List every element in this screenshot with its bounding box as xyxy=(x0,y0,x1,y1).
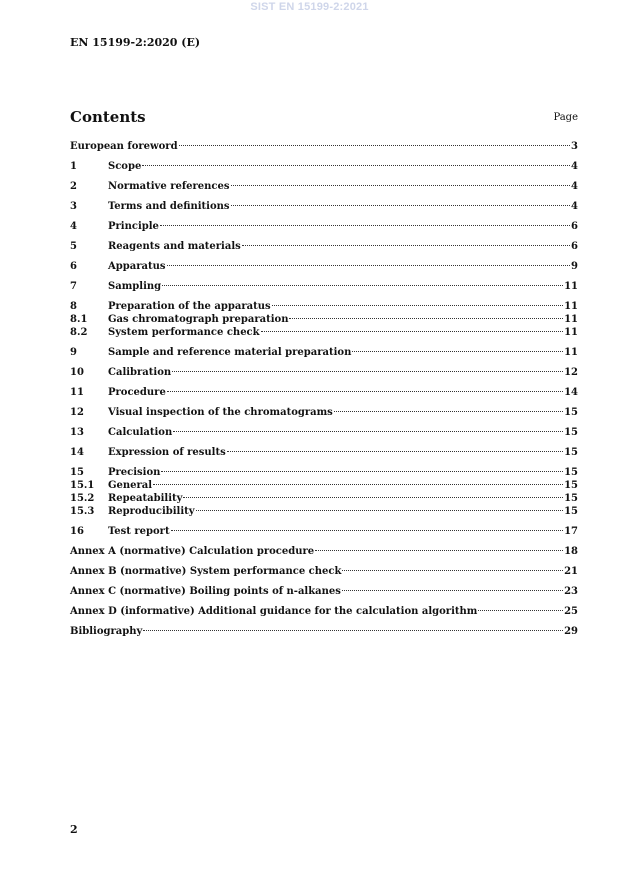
toc-entry[interactable] xyxy=(70,300,578,313)
toc-entry-number: 6 xyxy=(70,261,77,272)
page-number: 2 xyxy=(70,823,78,836)
toc-dot-leader xyxy=(242,245,570,246)
toc-entry-page: 11 xyxy=(564,301,578,312)
toc-entry[interactable] xyxy=(70,505,578,518)
toc-entry[interactable] xyxy=(70,260,578,273)
toc-entry-page: 14 xyxy=(564,387,578,398)
toc-entry-page: 15 xyxy=(564,506,578,517)
toc-entry-number: 11 xyxy=(70,387,84,398)
toc-entry[interactable] xyxy=(70,386,578,399)
toc-dot-leader xyxy=(162,285,563,286)
toc-entry-page: 4 xyxy=(571,161,578,172)
toc-entry-page: 21 xyxy=(564,566,578,577)
toc-entry-title: Preparation of the apparatus xyxy=(108,301,271,312)
toc-dot-leader xyxy=(173,431,563,432)
toc-entry[interactable] xyxy=(70,406,578,419)
toc-dot-leader xyxy=(160,225,570,226)
toc-entry-title: Repeatability xyxy=(108,493,183,504)
toc-entry-title: Test report xyxy=(108,526,170,537)
table-of-contents xyxy=(70,140,578,638)
toc-entry[interactable] xyxy=(70,492,578,505)
toc-entry[interactable] xyxy=(70,140,578,153)
toc-entry-page: 23 xyxy=(564,586,578,597)
toc-entry-number: 10 xyxy=(70,367,84,378)
toc-entry-number: 15 xyxy=(70,467,84,478)
toc-entry-number: 15.1 xyxy=(70,480,95,491)
toc-entry-number: 8.1 xyxy=(70,314,88,325)
toc-entry-number: 14 xyxy=(70,447,84,458)
toc-entry[interactable] xyxy=(70,479,578,492)
toc-entry-number: 9 xyxy=(70,347,77,358)
toc-entry-number: 8.2 xyxy=(70,327,88,338)
toc-entry-page: 18 xyxy=(564,546,578,557)
toc-entry-title: Expression of results xyxy=(108,447,226,458)
toc-entry[interactable] xyxy=(70,240,578,253)
watermark: SIST EN 15199-2:2021 xyxy=(250,1,369,13)
toc-dot-leader xyxy=(342,590,563,591)
toc-dot-leader xyxy=(272,305,563,306)
toc-entry-title: General xyxy=(108,480,153,491)
toc-entry[interactable] xyxy=(70,565,578,578)
toc-entry-title: Bibliography xyxy=(70,626,143,637)
toc-entry[interactable] xyxy=(70,160,578,173)
toc-dot-leader xyxy=(231,185,571,186)
toc-entry-page: 15 xyxy=(564,480,578,491)
toc-entry-title: Annex A (normative) Calculation procedure xyxy=(70,546,315,557)
toc-entry-title: European foreword xyxy=(70,141,178,152)
toc-entry-title: System performance check xyxy=(108,327,260,338)
toc-entry-page: 3 xyxy=(571,141,578,152)
toc-entry-page: 15 xyxy=(564,447,578,458)
toc-entry-number: 2 xyxy=(70,181,77,192)
toc-entry-number: 15.2 xyxy=(70,493,95,504)
toc-dot-leader xyxy=(231,205,571,206)
toc-entry-title: Annex B (normative) System performance check xyxy=(70,566,342,577)
page-column-label: Page xyxy=(553,112,578,123)
toc-dot-leader xyxy=(352,351,563,352)
toc-dot-leader xyxy=(183,497,563,498)
toc-entry[interactable] xyxy=(70,313,578,326)
toc-entry-page: 11 xyxy=(564,327,578,338)
toc-entry-title: Sample and reference material preparation xyxy=(108,347,352,358)
toc-entry-page: 15 xyxy=(564,493,578,504)
toc-entry-page: 4 xyxy=(571,181,578,192)
toc-entry-page: 15 xyxy=(564,467,578,478)
toc-dot-leader xyxy=(143,630,563,631)
toc-entry-page: 17 xyxy=(564,526,578,537)
toc-dot-leader xyxy=(342,570,563,571)
toc-entry[interactable] xyxy=(70,545,578,558)
toc-dot-leader xyxy=(196,510,564,511)
toc-entry-number: 16 xyxy=(70,526,84,537)
toc-entry-page: 25 xyxy=(564,606,578,617)
toc-dot-leader xyxy=(261,331,564,332)
toc-entry-number: 4 xyxy=(70,221,77,232)
toc-entry[interactable] xyxy=(70,446,578,459)
toc-entry-title: Terms and definitions xyxy=(108,201,230,212)
toc-entry-number: 15.3 xyxy=(70,506,95,517)
toc-dot-leader xyxy=(289,318,563,319)
toc-entry-number: 13 xyxy=(70,427,84,438)
toc-dot-leader xyxy=(167,265,571,266)
toc-dot-leader xyxy=(161,471,563,472)
toc-entry-page: 4 xyxy=(571,201,578,212)
toc-entry[interactable] xyxy=(70,366,578,379)
toc-entry-title: Annex D (informative) Additional guidance for the calculation algorithm xyxy=(70,606,478,617)
toc-entry-page: 11 xyxy=(564,281,578,292)
toc-entry[interactable] xyxy=(70,280,578,293)
toc-entry-title: Reagents and materials xyxy=(108,241,241,252)
toc-entry-page: 12 xyxy=(564,367,578,378)
toc-entry[interactable] xyxy=(70,625,578,638)
toc-entry-title: Gas chromatograph preparation xyxy=(108,314,289,325)
toc-entry-page: 29 xyxy=(564,626,578,637)
toc-entry-page: 6 xyxy=(571,221,578,232)
toc-entry[interactable] xyxy=(70,220,578,233)
toc-dot-leader xyxy=(334,411,563,412)
toc-dot-leader xyxy=(315,550,563,551)
toc-dot-leader xyxy=(179,145,570,146)
contents-title: Contents xyxy=(70,108,146,126)
toc-entry[interactable] xyxy=(70,346,578,359)
toc-entry-number: 7 xyxy=(70,281,77,292)
toc-entry[interactable] xyxy=(70,200,578,213)
toc-entry[interactable] xyxy=(70,326,578,339)
toc-entry-title: Normative references xyxy=(108,181,230,192)
toc-dot-leader xyxy=(153,484,563,485)
toc-entry-title: Reproducibility xyxy=(108,506,195,517)
toc-dot-leader xyxy=(172,371,563,372)
toc-entry-page: 9 xyxy=(571,261,578,272)
toc-entry-number: 5 xyxy=(70,241,77,252)
toc-entry-title: Procedure xyxy=(108,387,166,398)
toc-entry-number: 12 xyxy=(70,407,84,418)
toc-dot-leader xyxy=(167,391,563,392)
toc-entry-page: 11 xyxy=(564,347,578,358)
toc-entry[interactable] xyxy=(70,180,578,193)
toc-entry[interactable] xyxy=(70,605,578,618)
toc-entry-title: Apparatus xyxy=(108,261,166,272)
toc-entry[interactable] xyxy=(70,525,578,538)
toc-entry-title: Calibration xyxy=(108,367,172,378)
toc-dot-leader xyxy=(478,610,563,611)
toc-entry-title: Principle xyxy=(108,221,159,232)
toc-entry-title: Calculation xyxy=(108,427,173,438)
toc-entry-title: Scope xyxy=(108,161,142,172)
toc-entry-number: 8 xyxy=(70,301,77,312)
toc-entry[interactable] xyxy=(70,426,578,439)
toc-entry-page: 6 xyxy=(571,241,578,252)
toc-entry-page: 11 xyxy=(564,314,578,325)
document-id: EN 15199-2:2020 (E) xyxy=(70,36,201,49)
toc-dot-leader xyxy=(142,165,570,166)
toc-entry-number: 3 xyxy=(70,201,77,212)
toc-entry-title: Sampling xyxy=(108,281,162,292)
toc-entry[interactable] xyxy=(70,466,578,479)
toc-dot-leader xyxy=(171,530,564,531)
toc-dot-leader xyxy=(227,451,563,452)
toc-entry[interactable] xyxy=(70,585,578,598)
toc-entry-page: 15 xyxy=(564,427,578,438)
toc-entry-title: Visual inspection of the chromatograms xyxy=(108,407,333,418)
toc-entry-title: Precision xyxy=(108,467,161,478)
toc-entry-page: 15 xyxy=(564,407,578,418)
toc-entry-number: 1 xyxy=(70,161,77,172)
toc-entry-title: Annex C (normative) Boiling points of n-alkanes xyxy=(70,586,341,597)
